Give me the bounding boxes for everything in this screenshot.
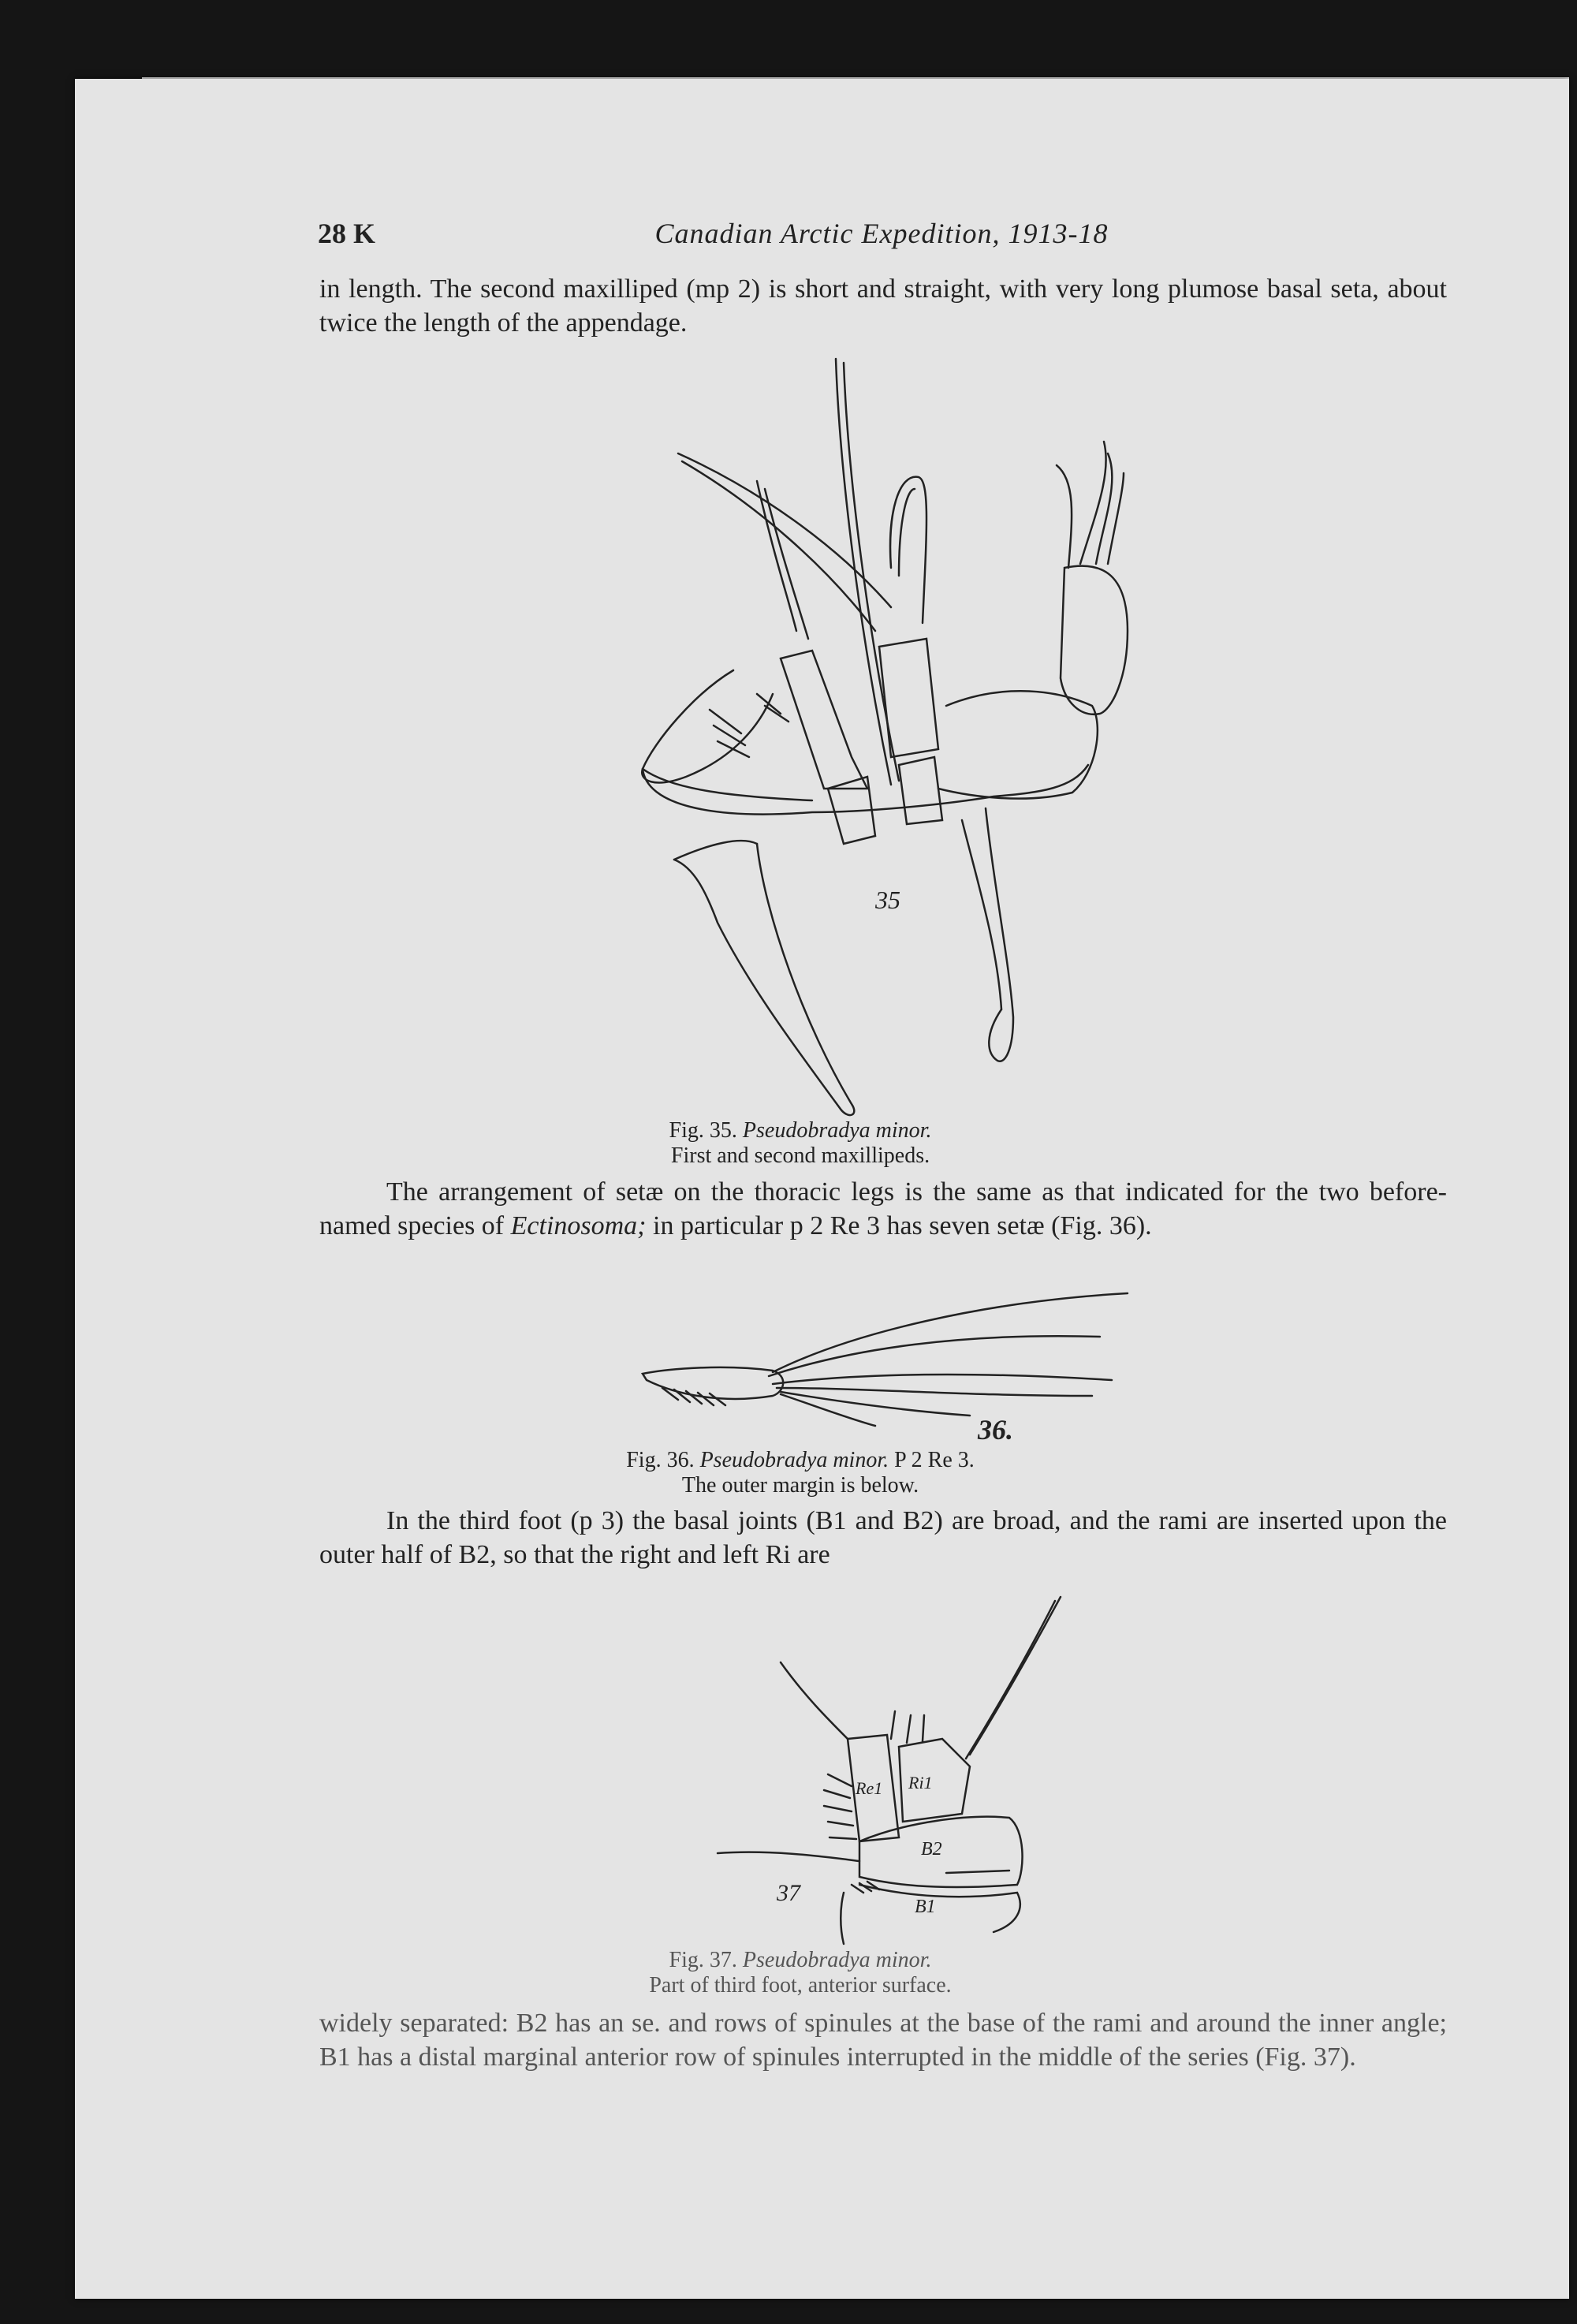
fig37-part-b1: B1 bbox=[915, 1897, 936, 1917]
fig37-part-re1: Re1 bbox=[856, 1778, 883, 1798]
fig35-caption-prefix: Fig. 35. bbox=[669, 1118, 737, 1143]
figure-37-caption bbox=[552, 1948, 1049, 1998]
figure-35-caption-line2: First and second maxillipeds. bbox=[670, 1143, 930, 1168]
paragraph-4: widely separated: B2 has an se. and rows of spinules at the base of the rami and around the inner angle; B1 has a distal marginal anterior row of spinules interrupted in the middle of the series (Fig. 37). bbox=[319, 2009, 1447, 2072]
fig36-label-text: 36. bbox=[978, 1414, 1013, 1446]
page-number: 28 K bbox=[318, 218, 376, 249]
paragraph-2-part-b: in particular p 2 Re 3 has seven setæ (Fig. 36). bbox=[646, 1211, 1152, 1240]
figure-37-caption-line1 bbox=[552, 1948, 1049, 1973]
paragraph-1: in length. The second maxilliped (mp 2) is short and straight, with very long plumose basal seta, about twice the length of the appendage. bbox=[319, 274, 1447, 338]
fig37-caption-prefix: Fig. 37. bbox=[669, 1948, 737, 1972]
fig37-part-b2: B2 bbox=[921, 1839, 942, 1860]
fig36-caption-rest: P 2 Re 3. bbox=[894, 1448, 975, 1472]
fig37-part-ri1: Ri1 bbox=[908, 1773, 933, 1792]
figure-37-caption-line2: Part of third foot, anterior surface. bbox=[649, 1973, 952, 1998]
paragraph-3: In the third foot (p 3) the basal joints (B1 and B2) are broad, and the rami are inserted upon the outer half of B2, so that the right and left Ri are bbox=[319, 1506, 1447, 1569]
fig36-caption-prefix: Fig. 36. bbox=[626, 1448, 695, 1472]
fig35-caption-species: Pseudobradya minor. bbox=[742, 1118, 932, 1143]
running-title: Canadian Arctic Expedition, 1913-18 bbox=[654, 218, 1109, 249]
paragraph-2-part-a: The arrangement of setæ on the thoracic legs is the same as that indicated for the two before-named species of bbox=[319, 1177, 1447, 1240]
fig36-caption-species: Pseudobradya minor. bbox=[699, 1448, 889, 1472]
paragraph-2-genus: Ectinosoma; bbox=[510, 1211, 647, 1240]
fig35-label-text: 35 bbox=[875, 886, 900, 914]
fig37-label-text: 37 bbox=[777, 1880, 800, 1906]
figure-36-caption-line2: The outer margin is below. bbox=[681, 1473, 919, 1498]
fig37-caption-species: Pseudobradya minor. bbox=[742, 1948, 932, 1972]
